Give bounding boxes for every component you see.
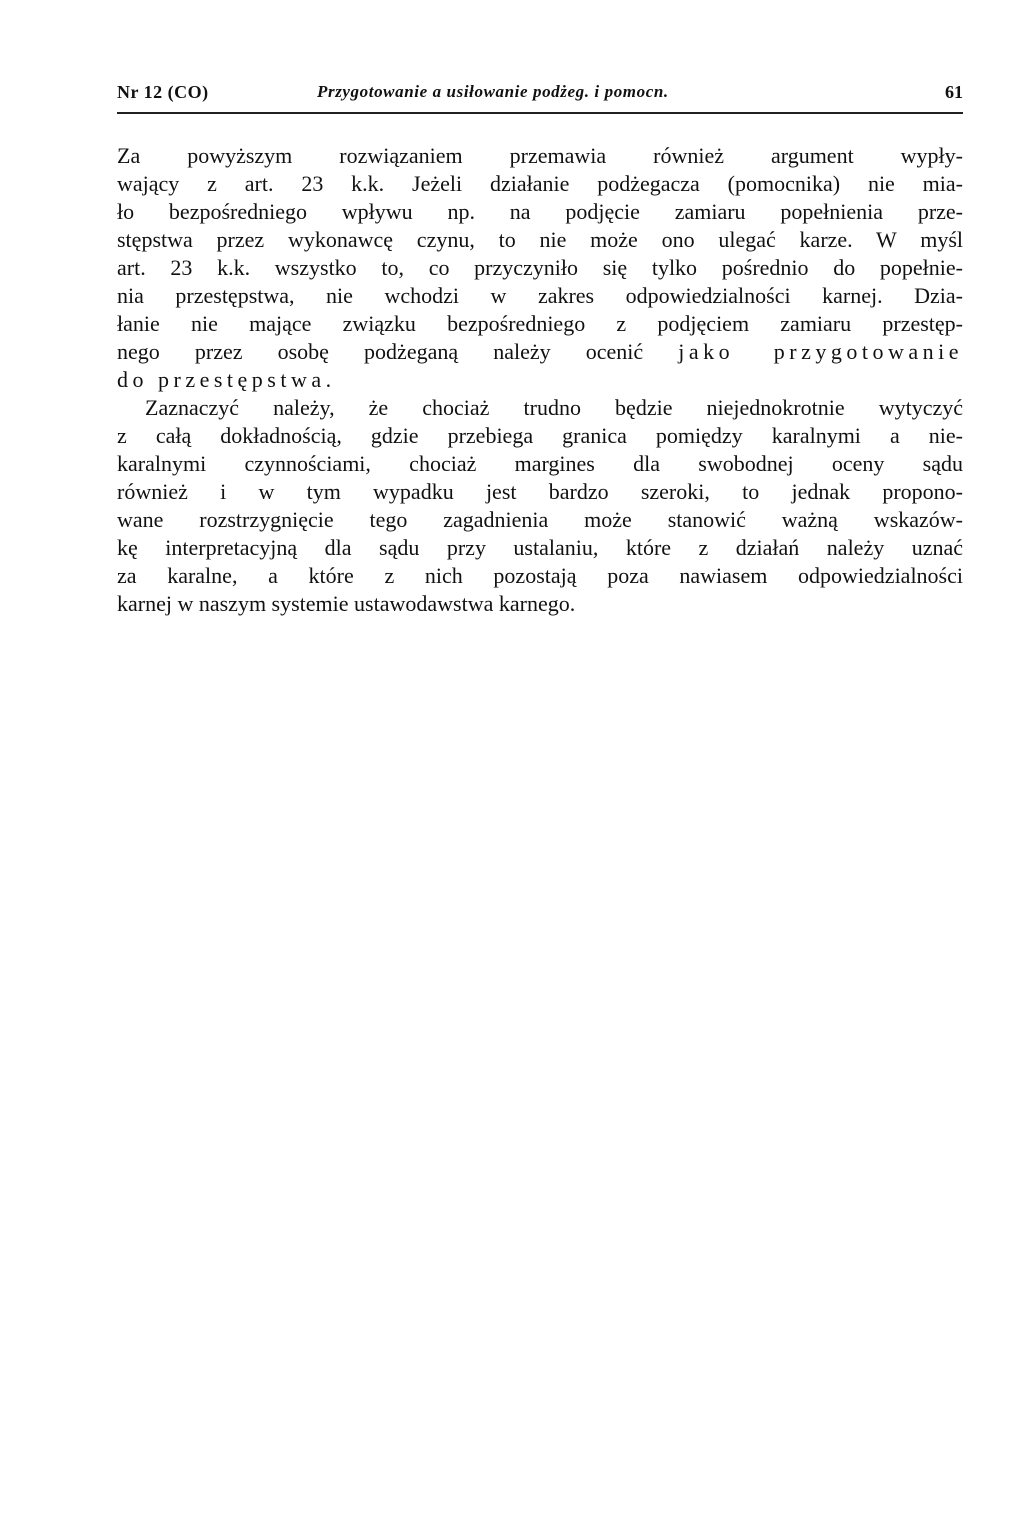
text-line — [117, 338, 963, 366]
text-line: stępstwa przez wykonawcę czynu, to nie może ono ulegać karze. W myśl — [117, 227, 963, 252]
text-line: łanie nie mające związku bezpośredniego z podjęciem zamiaru przestęp- — [117, 311, 963, 336]
text-line: z całą dokładnością, gdzie przebiega granica pomiędzy karalnymi a nie- — [117, 423, 963, 448]
text-line: Za powyższym rozwiązaniem przemawia również argument wypły- — [117, 143, 963, 168]
text-line: również i w tym wypadku jest bardzo szeroki, to jednak propono- — [117, 479, 963, 504]
page-header — [117, 82, 963, 112]
text-line: Zaznaczyć należy, że chociaż trudno będzie niejednokrotnie wytyczyć — [145, 395, 963, 420]
text-line: za karalne, a które z nich pozostają poza nawiasem odpowiedzialności — [117, 563, 963, 588]
text-line: kę interpretacyjną dla sądu przy ustalaniu, które z działań należy uznać — [117, 535, 963, 560]
emphasis-text: jako przygotowanie — [678, 339, 963, 364]
text-line: karalnymi czynnościami, chociaż margines dla swobodnej oceny sądu — [117, 451, 963, 476]
text-line: ło bezpośredniego wpływu np. na podjęcie zamiaru popełnienia prze- — [117, 199, 963, 224]
text-line: karnej w naszym systemie ustawodawstwa karnego. — [117, 591, 576, 616]
line-prefix: nego przez osobę podżeganą należy ocenić — [117, 339, 679, 364]
body-text — [117, 142, 963, 618]
text-line: wający z art. 23 k.k. Jeżeli działanie podżegacza (pomocnika) nie mia- — [117, 171, 963, 196]
emphasis-text: do przestępstwa — [117, 367, 326, 392]
header-rule — [117, 112, 963, 114]
running-title: Przygotowanie a usiłowanie podżeg. i pomocn. — [317, 82, 669, 101]
paragraph-2 — [117, 394, 963, 618]
text-line: nia przestępstwa, nie wchodzi w zakres odpowiedzialności karnej. Dzia- — [117, 283, 963, 308]
text-line: art. 23 k.k. wszystko to, co przyczyniło się tylko pośrednio do popełnie- — [117, 255, 963, 280]
paragraph-1 — [117, 142, 963, 394]
line-suffix: . — [325, 367, 332, 392]
text-line — [117, 366, 963, 394]
page-number: 61 — [945, 82, 963, 102]
issue-number: Nr 12 (CO) — [117, 82, 209, 102]
text-line: wane rozstrzygnięcie tego zagadnienia może stanowić ważną wskazów- — [117, 507, 963, 532]
